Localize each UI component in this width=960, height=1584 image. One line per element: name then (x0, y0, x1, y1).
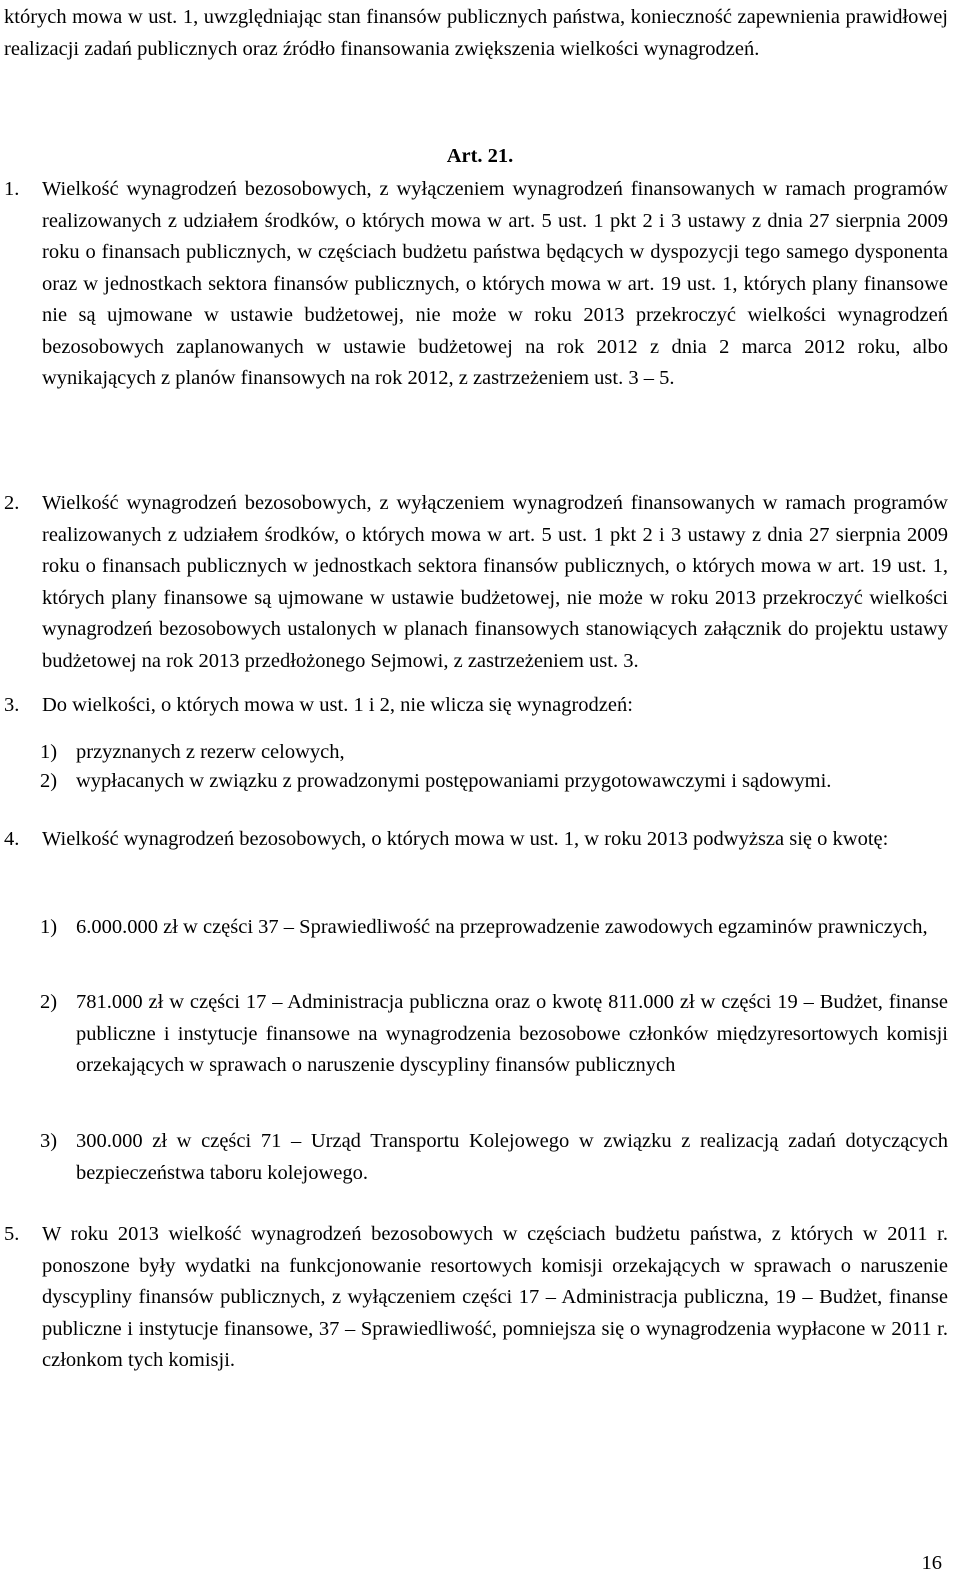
paragraph-1 (4, 174, 948, 395)
list-item-text: przyznanych z rezerw celowych, (76, 741, 345, 763)
list-item (40, 987, 948, 1082)
paragraph-number: 2. (4, 492, 20, 514)
list-item-text: wypłacanych w związku z prowadzonymi postępowaniami przygotowawczymi i sądowymi. (76, 770, 832, 792)
intro-paragraph: których mowa w ust. 1, uwzględniając stan finansów publicznych państwa, konieczność zapewnienia prawidłowej realizacji zadań publicznych oraz źródło finansowania zwiększenia wielkości wynagrodzeń. (4, 6, 948, 60)
paragraph-text: Wielkość wynagrodzeń bezosobowych, z wyłączeniem wynagrodzeń finansowanych w ramach programów realizowanych z udziałem środków, o których mowa w art. 5 ust. 1 pkt 2 i 3 ustawy z dnia 27 sierpnia 2009 roku o finansach publicznych, w częściach budżetu państwa będących w dyspozycji tego samego dysponenta oraz w jednostkach sektora finansów publicznych, o których mowa w art. 19 ust. 1, których plany finansowe nie są ujmowane w ustawie budżetowej, nie może w roku 2013 przekroczyć wielkości wynagrodzeń bezosobowych zaplanowanych w ustawie budżetowej na rok 2012 z dnia 2 marca 2012 roku, albo wynikających z planów finansowych na rok 2012, z zastrzeżeniem ust. 3 – 5. (42, 178, 948, 389)
list-item-number: 2) (40, 991, 58, 1013)
paragraph-2 (4, 488, 948, 677)
list-item-text: 300.000 zł w części 71 – Urząd Transportu Kolejowego w związku z realizacją zadań dotyczących bezpieczeństwa taboru kolejowego. (76, 1130, 948, 1184)
list-item-text: 781.000 zł w części 17 – Administracja publiczna oraz o kwotę 811.000 zł w części 19 – Budżet, finanse publiczne i instytucje finansowe na wynagrodzenia bezosobowe członków międzyresortowych komisji orzekających w sprawach o naruszenie dyscypliny finansów publicznych (76, 991, 948, 1076)
page-number: 16 (921, 1552, 942, 1574)
paragraph-4 (4, 824, 948, 856)
paragraph-number: 3. (4, 694, 20, 716)
paragraph-number: 1. (4, 178, 20, 200)
paragraph-5 (4, 1219, 948, 1377)
list-item-text: 6.000.000 zł w części 37 – Sprawiedliwość na przeprowadzenie zawodowych egzaminów prawniczych, (76, 916, 928, 938)
paragraph-number: 5. (4, 1223, 20, 1245)
paragraph-number: 4. (4, 828, 20, 850)
paragraph-text: W roku 2013 wielkość wynagrodzeń bezosobowych w częściach budżetu państwa, z których w 2011 r. ponoszone były wydatki na funkcjonowanie resortowych komisji orzekających w sprawach o naruszenie dyscypliny finansów publicznych, z wyłączeniem części 17 – Administracja publiczna, 19 – Budżet, finanse publiczne i instytucje finansowe, 37 – Sprawiedliwość, pomniejsza się o wynagrodzenia wypłacone w 2011 r. członkom tych komisji. (42, 1223, 948, 1371)
list-item-number: 3) (40, 1130, 58, 1152)
list-item-number: 2) (40, 770, 58, 792)
paragraph-3 (4, 690, 948, 722)
paragraph-text: Wielkość wynagrodzeń bezosobowych, z wyłączeniem wynagrodzeń finansowanych w ramach programów realizowanych z udziałem środków, o których mowa w art. 5 ust. 1 pkt 2 i 3 ustawy z dnia 27 sierpnia 2009 roku o finansach publicznych w jednostkach sektora finansów publicznych, o których mowa w art. 19 ust. 1, których plany finansowe są ujmowane w ustawie budżetowej, nie może w roku 2013 przekroczyć wielkości wynagrodzeń bezosobowych ustalonych w planach finansowych stanowiących załącznik do projektu ustawy budżetowej na rok 2013 przedłożonego Sejmowi, z zastrzeżeniem ust. 3. (42, 492, 948, 672)
list-item-number: 1) (40, 916, 58, 938)
paragraph-text: Do wielkości, o których mowa w ust. 1 i 2, nie wlicza się wynagrodzeń: (42, 694, 633, 716)
list-item (40, 1126, 948, 1189)
list-item (40, 912, 948, 944)
article-heading: Art. 21. (446, 145, 514, 167)
list-item (40, 737, 948, 769)
list-item-number: 1) (40, 741, 58, 763)
list-item (40, 766, 948, 798)
paragraph-text: Wielkość wynagrodzeń bezosobowych, o których mowa w ust. 1, w roku 2013 podwyższa się o kwotę: (42, 828, 889, 850)
